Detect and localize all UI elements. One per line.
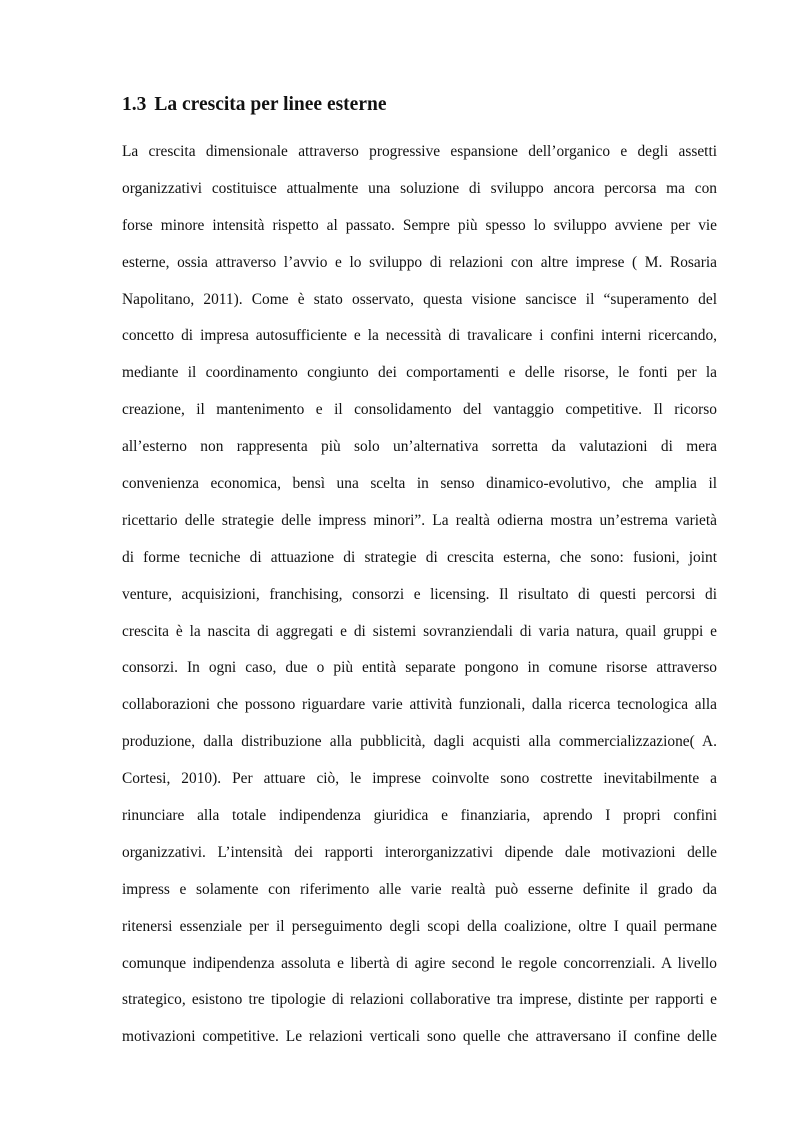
text-line: ricettario delle strategie delle impress minori”. La realtà odierna mostra un’estrema varietà: [122, 511, 717, 529]
text-line: comunque indipendenza assoluta e libertà di agire second le regole concorrenziali. A livello: [122, 954, 717, 972]
text-line: esterne, ossia attraverso l’avvio e lo sviluppo di relazioni con altre imprese ( M. Rosaria: [122, 253, 717, 271]
text-line: strategico, esistono tre tipologie di relazioni collaborative tra imprese, distinte per rapporti e: [122, 991, 717, 1009]
text-line: organizzativi. L’intensità dei rapporti interorganizzativi dipende dale motivazioni delle: [122, 843, 717, 861]
text-line: La crescita dimensionale attraverso progressive espansione dell’organico e degli assetti: [122, 143, 717, 160]
section-title: La crescita per linee esterne: [154, 94, 387, 115]
text-line: rinunciare alla totale indipendenza giuridica e finanziaria, aprendo I propri confini: [122, 807, 717, 825]
text-line: concetto di impresa autosufficiente e la necessità di travalicare i confini interni ricercando,: [122, 327, 717, 345]
text-line: creazione, il mantenimento e il consolidamento del vantaggio competitive. Il ricorso: [122, 401, 717, 419]
text-line: impress e solamente con riferimento alle varie realtà può esserne definite il grado da: [122, 880, 717, 898]
text-line: all’esterno non rappresenta più solo un’alternativa sorretta da valutazioni di mera: [122, 438, 717, 456]
text-line: forse minore intensità rispetto al passato. Sempre più spesso lo sviluppo avviene per vie: [122, 216, 717, 234]
text-line: produzione, dalla distribuzione alla pubblicità, dagli acquisti alla commercializzazione( A.: [122, 733, 717, 751]
text-line: di forme tecniche di attuazione di strategie di crescita esterna, che sono: fusioni, joint: [122, 548, 717, 566]
text-line: consorzi. In ogni caso, due o più entità separate pongono in comune risorse attraverso: [122, 659, 717, 677]
text-line: Napolitano, 2011). Come è stato osservato, questa visione sancisce il “superamento del: [122, 290, 717, 308]
text-line: collaborazioni che possono riguardare varie attività funzionali, dalla ricerca tecnologica alla: [122, 696, 717, 714]
body-paragraph: [122, 134, 717, 1056]
text-line: organizzativi costituisce attualmente una soluzione di sviluppo ancora percorsa ma con: [122, 179, 717, 197]
text-line: ritenersi essenziale per il perseguimento degli scopi della coalizione, oltre I quail permane: [122, 917, 717, 935]
text-line: crescita è la nascita di aggregati e di sistemi sovranziendali di varia natura, quail gruppi e: [122, 622, 717, 640]
section-heading: [122, 92, 387, 118]
text-line: convenienza economica, bensì una scelta in senso dinamico-evolutivo, che amplia il: [122, 475, 717, 493]
text-line: venture, acquisizioni, franchising, consorzi e licensing. Il risultato di questi percorsi di: [122, 585, 717, 603]
section-number: 1.3: [122, 94, 147, 115]
text-line: motivazioni competitive. Le relazioni verticali sono quelle che attraversano iI confine delle: [122, 1028, 717, 1046]
text-line: Cortesi, 2010). Per attuare ciò, le imprese coinvolte sono costrette inevitabilmente a: [122, 770, 717, 788]
text-line: mediante il coordinamento congiunto dei comportamenti e delle risorse, le fonti per la: [122, 364, 717, 382]
